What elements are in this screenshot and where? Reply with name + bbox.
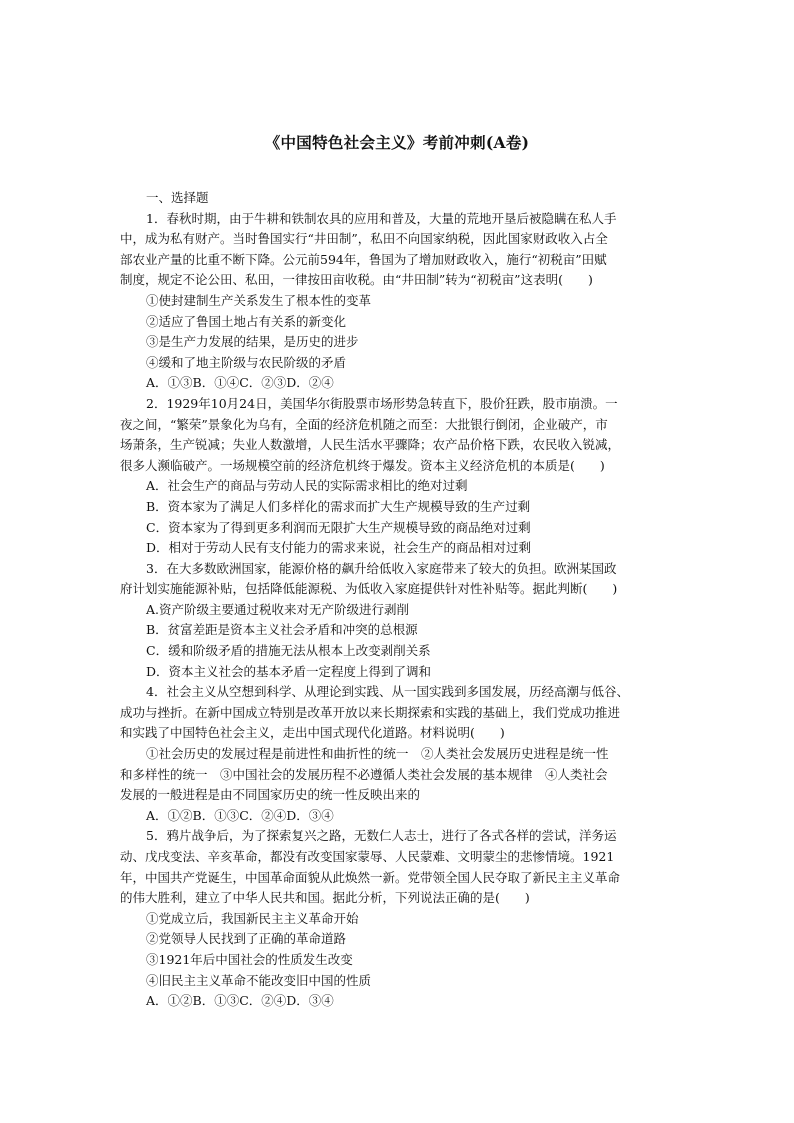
question-1 [120,209,675,394]
question-stem-line: 夜之间，“繁荣”景象化为乌有，全面的经济危机随之而至：大批银行倒闭，企业破产，市 [120,416,608,432]
statement: ①社会历史的发展过程是前进性和曲折性的统一 ②人类社会发展历史进程是统一性 [146,746,609,762]
statement: ①党成立后，我国新民主主义革命开始 [146,910,359,926]
question-stem-line: 部农业产量的比重不断下降。公元前594年，鲁国为了增加财政收入，施行“初税亩”田赋 [120,251,607,267]
statement: ②党领导人民找到了正确的革命道路 [146,931,347,947]
question-4 [120,682,675,826]
answer-option: D．资本主义社会的基本矛盾一定程度上得到了调和 [146,663,432,679]
statement: ④缓和了地主阶级与农民阶级的矛盾 [146,354,347,370]
question-stem-line: 1．春秋时期，由于牛耕和铁制农具的应用和普及，大量的荒地开垦后被隐瞒在私人手 [146,210,617,226]
answer-option: C．资本家为了得到更多利润而无限扩大生产规模导致的商品绝对过剩 [146,519,531,535]
question-3 [120,559,675,683]
statement: ②适应了鲁国土地占有关系的新变化 [146,313,347,329]
question-stem-line: 场萧条，生产锐减；失业人数激增，人民生活水平骤降；农产品价格下跌，农民收入锐减， [120,437,621,453]
answer-options: A．①②B．①③C．②④D．③④ [146,807,334,823]
question-stem-line: 3．在大多数欧洲国家，能源价格的飙升给低收入家庭带来了较大的负担。欧洲某国政 [146,560,617,576]
statement: ①使封建制生产关系发生了根本性的变革 [146,292,372,308]
answer-option: D．相对于劳动人民有支付能力的需求来说，社会生产的商品相对过剩 [146,540,532,556]
question-stem-line: 2．1929年10月24日，美国华尔街股票市场形势急转直下，股价狂跌，股市崩溃。一 [146,395,618,411]
question-stem-line: 中，成为私有财产。当时鲁国实行“井田制”，私田不向国家纳税，因此国家财政收入占全 [120,231,608,247]
statement: ③1921年后中国社会的性质发生改变 [146,951,353,967]
answer-option: A.资产阶级主要通过税收来对无产阶级进行剥削 [146,601,410,617]
question-stem-line: 和实践了中国特色社会主义，走出中国式现代化道路。材料说明( ) [120,725,505,741]
statement: 和多样性的统一 ③中国社会的发展历程不必遵循人类社会发展的基本规律 ④人类社会 [120,766,608,782]
answer-option: A．社会生产的商品与劳动人民的实际需求相比的绝对过剩 [146,478,468,494]
answer-options: A．①③B．①④C．②③D．②④ [146,375,334,391]
question-stem-line: 动、戊戌变法、辛亥革命，都没有改变国家蒙辱、人民蒙难、文明蒙尘的悲惨情境。1921 [120,849,615,864]
question-stem-line: 4．社会主义从空想到科学、从理论到实践、从一国实践到多国发展，历经高潮与低谷、 [146,684,629,700]
section-heading: 一、选择题 [146,190,209,205]
question-stem-line: 的伟大胜利，建立了中华人民共和国。据此分析，下列说法正确的是( ) [120,890,530,906]
question-5 [120,826,675,1011]
statement: 发展的一般进程是由不同国家历史的统一性反映出来的 [120,787,421,803]
question-stem-line: 制度，规定不论公田、私田，一律按田亩收税。由“井田制”转为“初税亩”这表明( ) [120,272,593,288]
answer-option: B．资本家为了满足人们多样化的需求而扩大生产规模导致的生产过剩 [146,498,531,514]
question-stem-line: 府计划实施能源补贴，包括降低能源税、为低收入家庭提供针对性补贴等。据此判断( ) [120,581,618,597]
answer-option: C．缓和阶级矛盾的措施无法从根本上改变剥削关系 [146,643,431,659]
document-body [120,188,675,1012]
question-stem-line: 5．鸦片战争后，为了探索复兴之路，无数仁人志士，进行了各式各样的尝试，洋务运 [146,828,617,844]
statement: ④旧民主主义革命不能改变旧中国的性质 [146,972,372,988]
document-title: 《中国特色社会主义》考前冲刺(A卷) [264,133,530,152]
answer-options: A．①②B．①③C．②④D．③④ [146,993,334,1009]
answer-option: B．贫富差距是资本主义社会矛盾和冲突的总根源 [146,622,418,638]
statement: ③是生产力发展的结果，是历史的进步 [146,334,359,350]
question-2 [120,394,675,559]
question-stem-line: 年，中国共产党诞生，中国革命面貌从此焕然一新。党带领全国人民夺取了新民主主义革命 [120,869,621,885]
question-stem-line: 成功与挫折。在新中国成立特别是改革开放以来长期探索和实践的基础上，我们党成功推进 [120,704,621,720]
question-stem-line: 很多人濒临破产。一场规模空前的经济危机终于爆发。资本主义经济危机的本质是( ) [120,457,605,473]
